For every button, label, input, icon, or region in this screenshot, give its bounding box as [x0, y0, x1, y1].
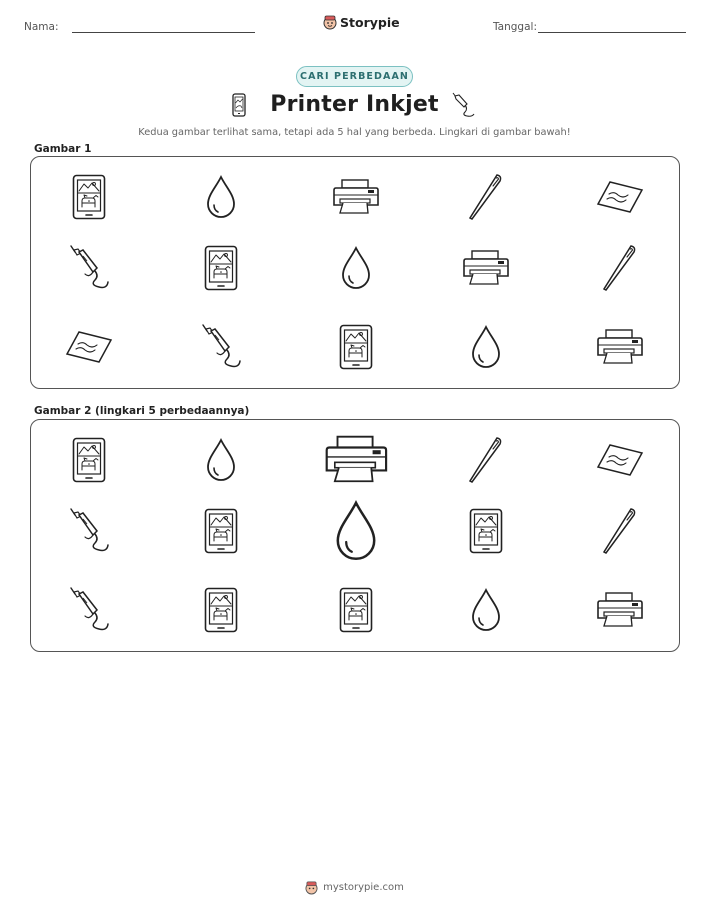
storypie-mascot-icon — [323, 14, 337, 30]
tablet-icon[interactable] — [181, 574, 261, 646]
tablet-icon — [181, 232, 261, 304]
needle-icon — [580, 232, 660, 304]
date-line[interactable] — [538, 32, 686, 33]
soldering-iron-icon[interactable] — [49, 495, 129, 567]
brand-logo — [323, 14, 400, 30]
picture-1-panel — [30, 156, 680, 389]
tablet-icon[interactable] — [316, 574, 396, 646]
instructions: Kedua gambar terlihat sama, tetapi ada 5 hal yang berbeda. Lingkari di gambar bawah! — [138, 127, 571, 138]
printer-icon — [316, 161, 396, 233]
drop-icon — [181, 161, 261, 233]
tablet-icon[interactable] — [446, 495, 526, 567]
soldering-iron-icon — [49, 232, 129, 304]
picture-2-panel[interactable] — [30, 419, 680, 652]
title-soldering-iron-icon — [450, 91, 476, 123]
footer-url: mystorypie.com — [323, 882, 404, 893]
name-line[interactable] — [72, 32, 255, 33]
needle-icon — [446, 161, 526, 233]
name-label: Nama: — [24, 21, 59, 33]
footer — [0, 880, 709, 895]
footer-mascot-icon — [305, 880, 318, 895]
paper-icon — [580, 161, 660, 233]
needle-icon[interactable] — [446, 424, 526, 496]
section1-label: Gambar 1 — [34, 143, 92, 155]
drop-icon[interactable] — [181, 424, 261, 496]
tablet-icon — [316, 311, 396, 383]
tablet-icon[interactable] — [181, 495, 261, 567]
paper-icon — [49, 311, 129, 383]
soldering-iron-icon — [181, 311, 261, 383]
page-title: Printer Inkjet — [270, 92, 439, 117]
activity-badge: CARI PERBEDAAN — [296, 66, 413, 87]
needle-icon[interactable] — [580, 495, 660, 567]
printer-icon[interactable] — [580, 574, 660, 646]
printer-icon[interactable] — [316, 424, 396, 496]
tablet-icon[interactable] — [49, 424, 129, 496]
soldering-iron-icon[interactable] — [49, 574, 129, 646]
paper-icon[interactable] — [580, 424, 660, 496]
printer-icon — [446, 232, 526, 304]
drop-icon[interactable] — [446, 574, 526, 646]
section2-label: Gambar 2 (lingkari 5 perbedaannya) — [34, 405, 250, 417]
tablet-icon — [49, 161, 129, 233]
printer-icon — [580, 311, 660, 383]
drop-icon — [446, 311, 526, 383]
drop-icon[interactable] — [316, 495, 396, 567]
drop-icon — [316, 232, 396, 304]
date-label: Tanggal: — [493, 21, 537, 33]
brand-name: Storypie — [340, 14, 400, 30]
